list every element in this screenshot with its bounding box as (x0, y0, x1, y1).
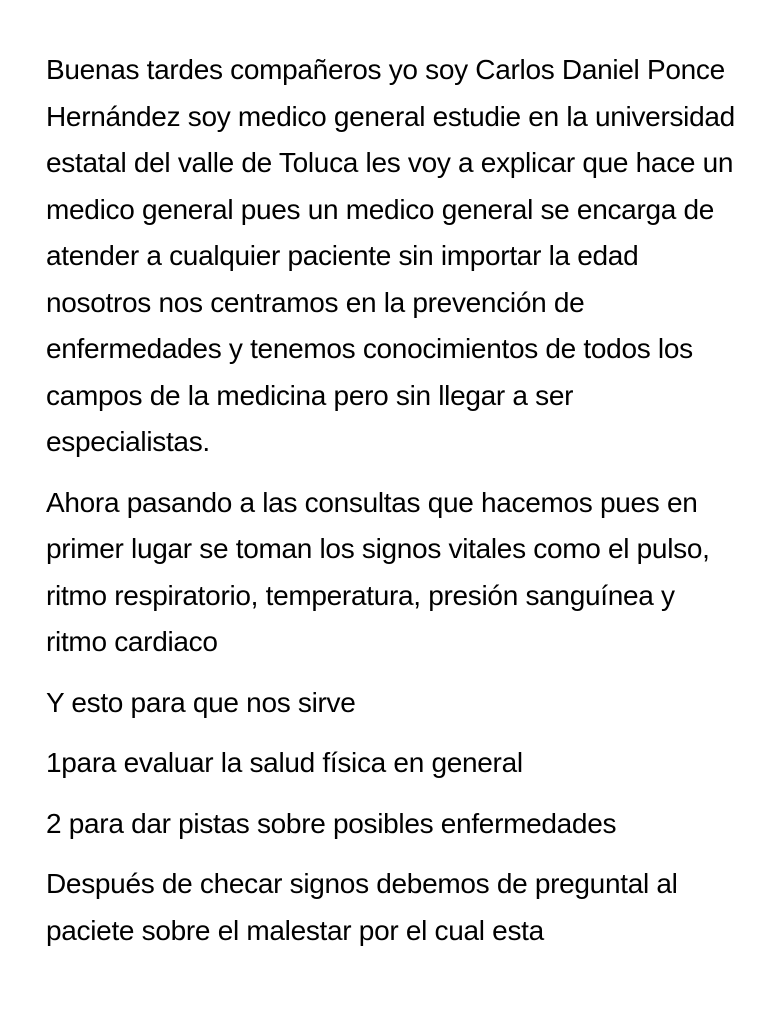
paragraph-point-2: 2 para dar pistas sobre posibles enfermedades (46, 807, 617, 839)
paragraph-question: Y esto para que nos sirve (46, 686, 356, 718)
paragraph-after-signs: Después de checar signos debemos de preguntal al paciete sobre el malestar por el cual esta (46, 868, 678, 946)
paragraph-point-1: 1para evaluar la salud física en general (46, 747, 523, 778)
paragraph-consultations: Ahora pasando a las consultas que hacemos pues en primer lugar se toman los signos vitales como el pulso, ritmo respiratorio, temperatura, presión sanguínea y ritmo cardiaco (46, 486, 710, 657)
document-body (46, 47, 736, 968)
paragraph-introduction: Buenas tardes compañeros yo soy Carlos Daniel Ponce Hernández soy medico general estudie en la universidad estatal del valle de Toluca les voy a explicar que hace un medico general pues un medico general se encarga de atender a cualquier paciente sin importar la edad nosotros nos centramos en la prevención de enfermedades y tenemos conocimientos de todos los campos de la medicina pero sin llegar a ser especialistas. (46, 54, 735, 457)
